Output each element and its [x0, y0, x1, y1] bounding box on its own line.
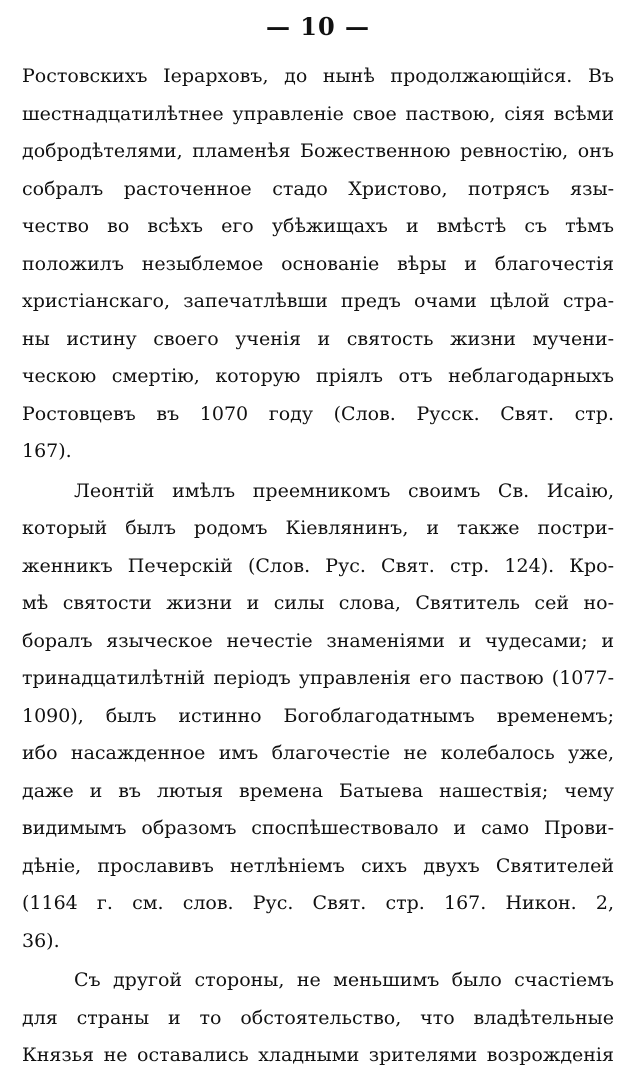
text-line: христіанскаго, запечатлѣвши предъ очами цѣлой стра-: [22, 290, 614, 312]
text-line: шестнадцатилѣтнее управленіе свое паствою, сіяя всѣми: [22, 102, 614, 125]
text-line: ческою смертію, которую пріялъ отъ неблагодарныхъ: [22, 365, 614, 387]
text-line: Ростовцевъ въ 1070 году (Слов. Русск. Свят. стр.: [22, 402, 614, 425]
text-line: для страны и то обстоятельство, что владѣтельные: [22, 1006, 614, 1029]
text-line: мѣ святости жизни и силы слова, Святитель сей но-: [22, 592, 614, 614]
text-line: положилъ незыблемое основаніе вѣры и благочестія: [22, 252, 614, 275]
text-line: Князья не оставались хладными зрителями возрожденія: [22, 1044, 614, 1066]
text-line: добродѣтелями, пламенѣя Божественною ревностію, онъ: [22, 140, 614, 162]
text-line: чество во всѣхъ его убѣжищахъ и вмѣстѣ съ тѣмъ: [22, 215, 614, 237]
text-line: Леонтій имѣлъ преемникомъ своимъ Св. Исаію,: [74, 479, 614, 502]
text-line: ибо насажденное имъ благочестіе не колебалось уже,: [22, 742, 614, 764]
text-line: тринадцатилѣтній періодъ управленія его паствою (1077-: [22, 667, 614, 689]
text-line: 1090), былъ истинно Богоблагодатнымъ временемъ;: [22, 704, 614, 727]
text-line: дѣніе, прославивъ нетлѣніемъ сихъ двухъ Святителей: [22, 854, 614, 877]
page-number: — 10 —: [265, 12, 371, 41]
text-line: женникъ Печерскій (Слов. Рус. Свят. стр. 124). Кро-: [22, 554, 614, 577]
text-line: ны истину своего ученія и святость жизни мучени-: [22, 327, 614, 350]
text-line: Съ другой стороны, не меньшимъ было счастіемъ: [74, 969, 614, 991]
text-line: видимымъ образомъ споспѣшествовало и само Прови-: [22, 817, 614, 839]
text-line: 167).: [22, 440, 72, 462]
text-line: даже и въ лютыя времена Батыева нашествія; чему: [22, 779, 614, 802]
text-line: собралъ расточенное стадо Христово, потрясъ язы-: [22, 177, 614, 200]
paragraph-1: [22, 58, 614, 471]
text-line: (1164 г. см. слов. Рус. Свят. стр. 167. Никон. 2,: [22, 892, 614, 914]
text-line: который былъ родомъ Кіевлянинъ, и также постри-: [22, 517, 614, 539]
text-line: 36).: [22, 929, 60, 952]
paragraph-3: [22, 962, 614, 1075]
paragraph-2: [22, 473, 614, 961]
text-line: боралъ языческое нечестіе знаменіями и чудесами; и: [22, 629, 614, 652]
text-line: Ростовскихъ Іерарховъ, до нынѣ продолжающійся. Въ: [22, 65, 614, 87]
